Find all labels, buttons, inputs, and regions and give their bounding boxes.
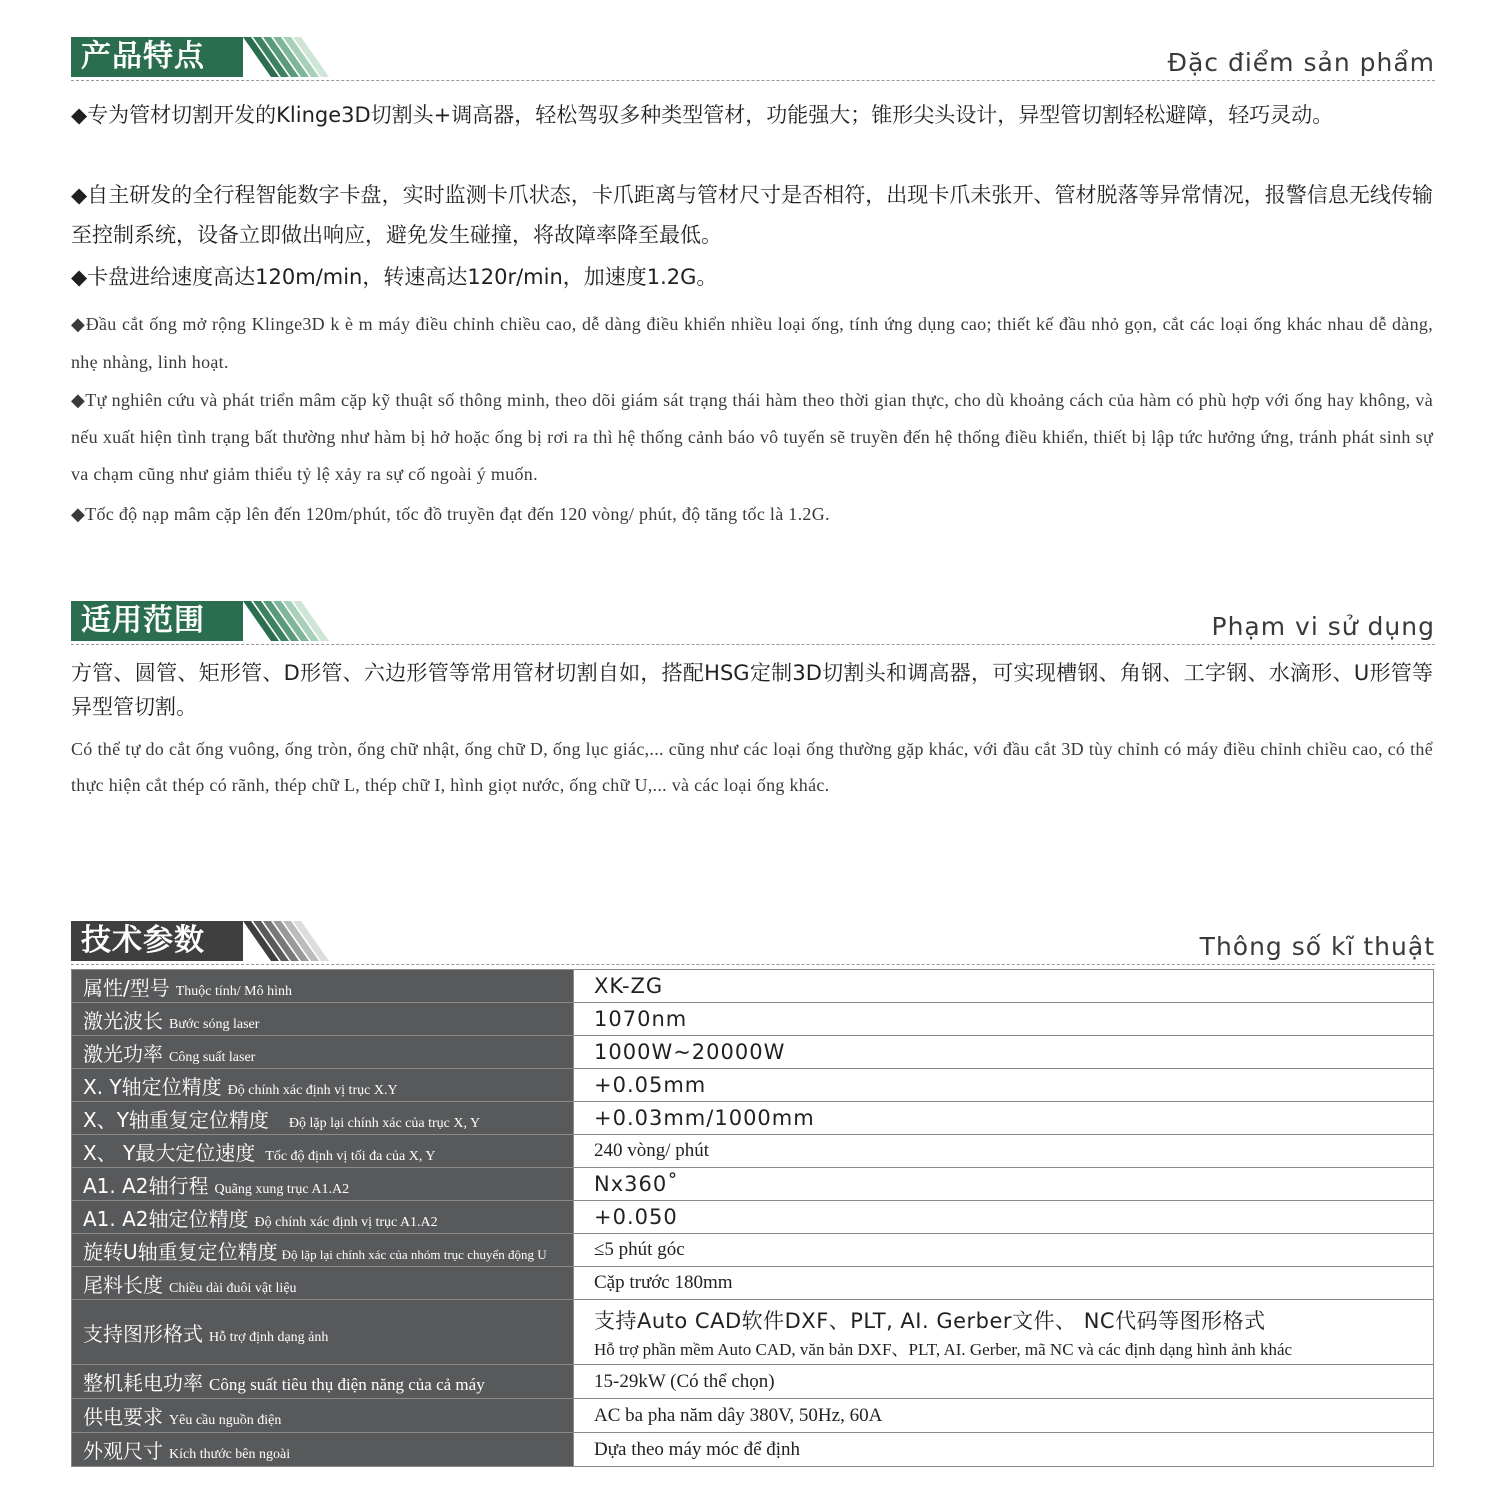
spec-value: Cặp trước 180mm bbox=[574, 1267, 1434, 1300]
spec-key: X. Y轴定位精度 Độ chính xác định vị trục X.Y bbox=[72, 1069, 574, 1102]
section-header-scope bbox=[71, 601, 1435, 645]
table-row bbox=[72, 1135, 1434, 1168]
stripes-decoration bbox=[243, 921, 373, 961]
scope-vi: Có thể tự do cắt ống vuông, ống tròn, ống chữ nhật, ống chữ D, ống lục giác,... cũng như các loại ống thường gặp khác, với đầu cắt 3D tùy chỉnh có máy điều chỉnh chiều cao, có thể thực hiện cắt thép có rãnh, thép chữ L, thép chữ I, hình giọt nước, ống chữ U,... và các loại ống khác. bbox=[71, 739, 1433, 795]
section-title-cn: 适用范围 bbox=[71, 601, 243, 641]
table-row bbox=[72, 1102, 1434, 1135]
feature-cn-1: ◆专为管材切割开发的Klinge3D切割头+调高器，轻松驾驭多种类型管材，功能强大；锥形尖头设计，异型管切割轻松避障，轻巧灵动。 bbox=[71, 103, 1334, 127]
spec-key: 外观尺寸 Kích thước bên ngoài bbox=[72, 1433, 574, 1467]
table-row bbox=[72, 1003, 1434, 1036]
table-row bbox=[72, 1365, 1434, 1399]
section-title-cn: 产品特点 bbox=[71, 37, 243, 77]
feature-vi-2: ◆Tự nghiên cứu và phát triển mâm cặp kỹ thuật số thông minh, theo dõi giám sát trạng thái hàm theo thời gian thực, cho dù khoảng cách của hàm có phù hợp với ống hay không, và nếu xuất hiện tình trạng bất thường như hàm bị hở hoặc ống bị rơi ra thì hệ thống cảnh báo vô tuyến sẽ truyền đến hệ thống điều khiển, thiết bị lập tức hưởng ứng, tránh phát sinh sự va chạm cũng như giảm thiểu tỷ lệ xảy ra sự cố ngoài ý muốn. bbox=[71, 390, 1433, 484]
spec-key: 旋转U轴重复定位精度 Độ lặp lại chính xác của nhóm trục chuyển động U bbox=[72, 1234, 574, 1267]
spec-key: A1. A2轴行程 Quãng xung trục A1.A2 bbox=[72, 1168, 574, 1201]
spec-key: 支持图形格式 Hỗ trợ định dạng ảnh bbox=[72, 1300, 574, 1365]
table-row bbox=[72, 1168, 1434, 1201]
spec-value: Nx360˚ bbox=[574, 1168, 1434, 1201]
table-row bbox=[72, 1201, 1434, 1234]
section-title-vi: Phạm vi sử dụng bbox=[1211, 612, 1435, 641]
spec-key: A1. A2轴定位精度 Độ chính xác định vị trục A1.A2 bbox=[72, 1201, 574, 1234]
spec-value: 15-29kW (Có thể chọn) bbox=[574, 1365, 1434, 1399]
spec-table bbox=[71, 969, 1434, 1467]
spec-value: XK-ZG bbox=[574, 970, 1434, 1003]
section-title-vi: Thông số kĩ thuật bbox=[1199, 932, 1435, 961]
table-row bbox=[72, 1433, 1434, 1467]
table-row bbox=[72, 1036, 1434, 1069]
stripes-decoration bbox=[243, 37, 373, 77]
spec-value: 支持Auto CAD软件DXF、PLT, AI. Gerber文件、 NC代码等图形格式 Hỗ trợ phần mềm Auto CAD, văn bản DXF、PLT, AI. Gerber, mã NC và các định dạng hình ảnh khác bbox=[574, 1300, 1434, 1365]
spec-value: Dựa theo máy móc để định bbox=[574, 1433, 1434, 1467]
scope-cn: 方管、圆管、矩形管、D形管、六边形管等常用管材切割自如，搭配HSG定制3D切割头和调高器，可实现槽钢、角钢、工字钢、水滴形、U形管等异型管切割。 bbox=[71, 661, 1433, 719]
feature-vi-1: ◆Đầu cắt ống mở rộng Klinge3D k è m máy điều chỉnh chiều cao, dễ dàng điều khiển nhiều loại ống, tính ứng dụng cao; thiết kế đầu nhỏ gọn, cắt các loại ống khác nhau dễ dàng, nhẹ nhàng, linh hoạt. bbox=[71, 314, 1433, 372]
table-row bbox=[72, 1069, 1434, 1102]
header-divider bbox=[71, 964, 1435, 965]
header-divider bbox=[71, 644, 1435, 645]
spec-key: 属性/型号 Thuộc tính/ Mô hình bbox=[72, 970, 574, 1003]
spec-value: AC ba pha năm dây 380V, 50Hz, 60A bbox=[574, 1399, 1434, 1433]
spec-value: +0.03mm/1000mm bbox=[574, 1102, 1434, 1135]
spec-value: +0.05mm bbox=[574, 1069, 1434, 1102]
table-row bbox=[72, 1234, 1434, 1267]
feature-cn-2: ◆自主研发的全行程智能数字卡盘，实时监测卡爪状态，卡爪距离与管材尺寸是否相符，出现卡爪未张开、管材脱落等异常情况，报警信息无线传输至控制系统，设备立即做出响应，避免发生碰撞，将故障率降至最低。 bbox=[71, 183, 1433, 247]
stripes-decoration bbox=[243, 601, 373, 641]
spec-key: X、Y轴重复定位精度 Độ lặp lại chính xác của trục X, Y bbox=[72, 1102, 574, 1135]
section-title-cn: 技术参数 bbox=[71, 921, 243, 961]
spec-value: 240 vòng/ phút bbox=[574, 1135, 1434, 1168]
section-header-features bbox=[71, 37, 1435, 81]
feature-vi-3: ◆Tốc độ nạp mâm cặp lên đến 120m/phút, tốc đồ truyền đạt đến 120 vòng/ phút, độ tăng tốc là 1.2G. bbox=[71, 504, 830, 524]
spec-value: 1070nm bbox=[574, 1003, 1434, 1036]
spec-value: +0.050 bbox=[574, 1201, 1434, 1234]
feature-cn-3: ◆卡盘进给速度高达120m/min，转速高达120r/min，加速度1.2G。 bbox=[71, 265, 718, 289]
table-row bbox=[72, 1399, 1434, 1433]
spec-value: ≤5 phút góc bbox=[574, 1234, 1434, 1267]
spec-key: 激光波长 Bước sóng laser bbox=[72, 1003, 574, 1036]
table-row bbox=[72, 970, 1434, 1003]
section-header-specs bbox=[71, 921, 1435, 965]
spec-key: X、 Y最大定位速度 Tốc độ định vị tối đa của X, Y bbox=[72, 1135, 574, 1168]
spec-key: 供电要求 Yêu cầu nguồn điện bbox=[72, 1399, 574, 1433]
spec-key: 整机耗电功率 Công suất tiêu thụ điện năng của cả máy bbox=[72, 1365, 574, 1399]
section-title-vi: Đặc điểm sản phẩm bbox=[1167, 48, 1435, 77]
table-row bbox=[72, 1300, 1434, 1365]
spec-key: 激光功率 Công suất laser bbox=[72, 1036, 574, 1069]
spec-key: 尾料长度 Chiều dài đuôi vật liệu bbox=[72, 1267, 574, 1300]
spec-value: 1000W~20000W bbox=[574, 1036, 1434, 1069]
table-row bbox=[72, 1267, 1434, 1300]
header-divider bbox=[71, 80, 1435, 81]
